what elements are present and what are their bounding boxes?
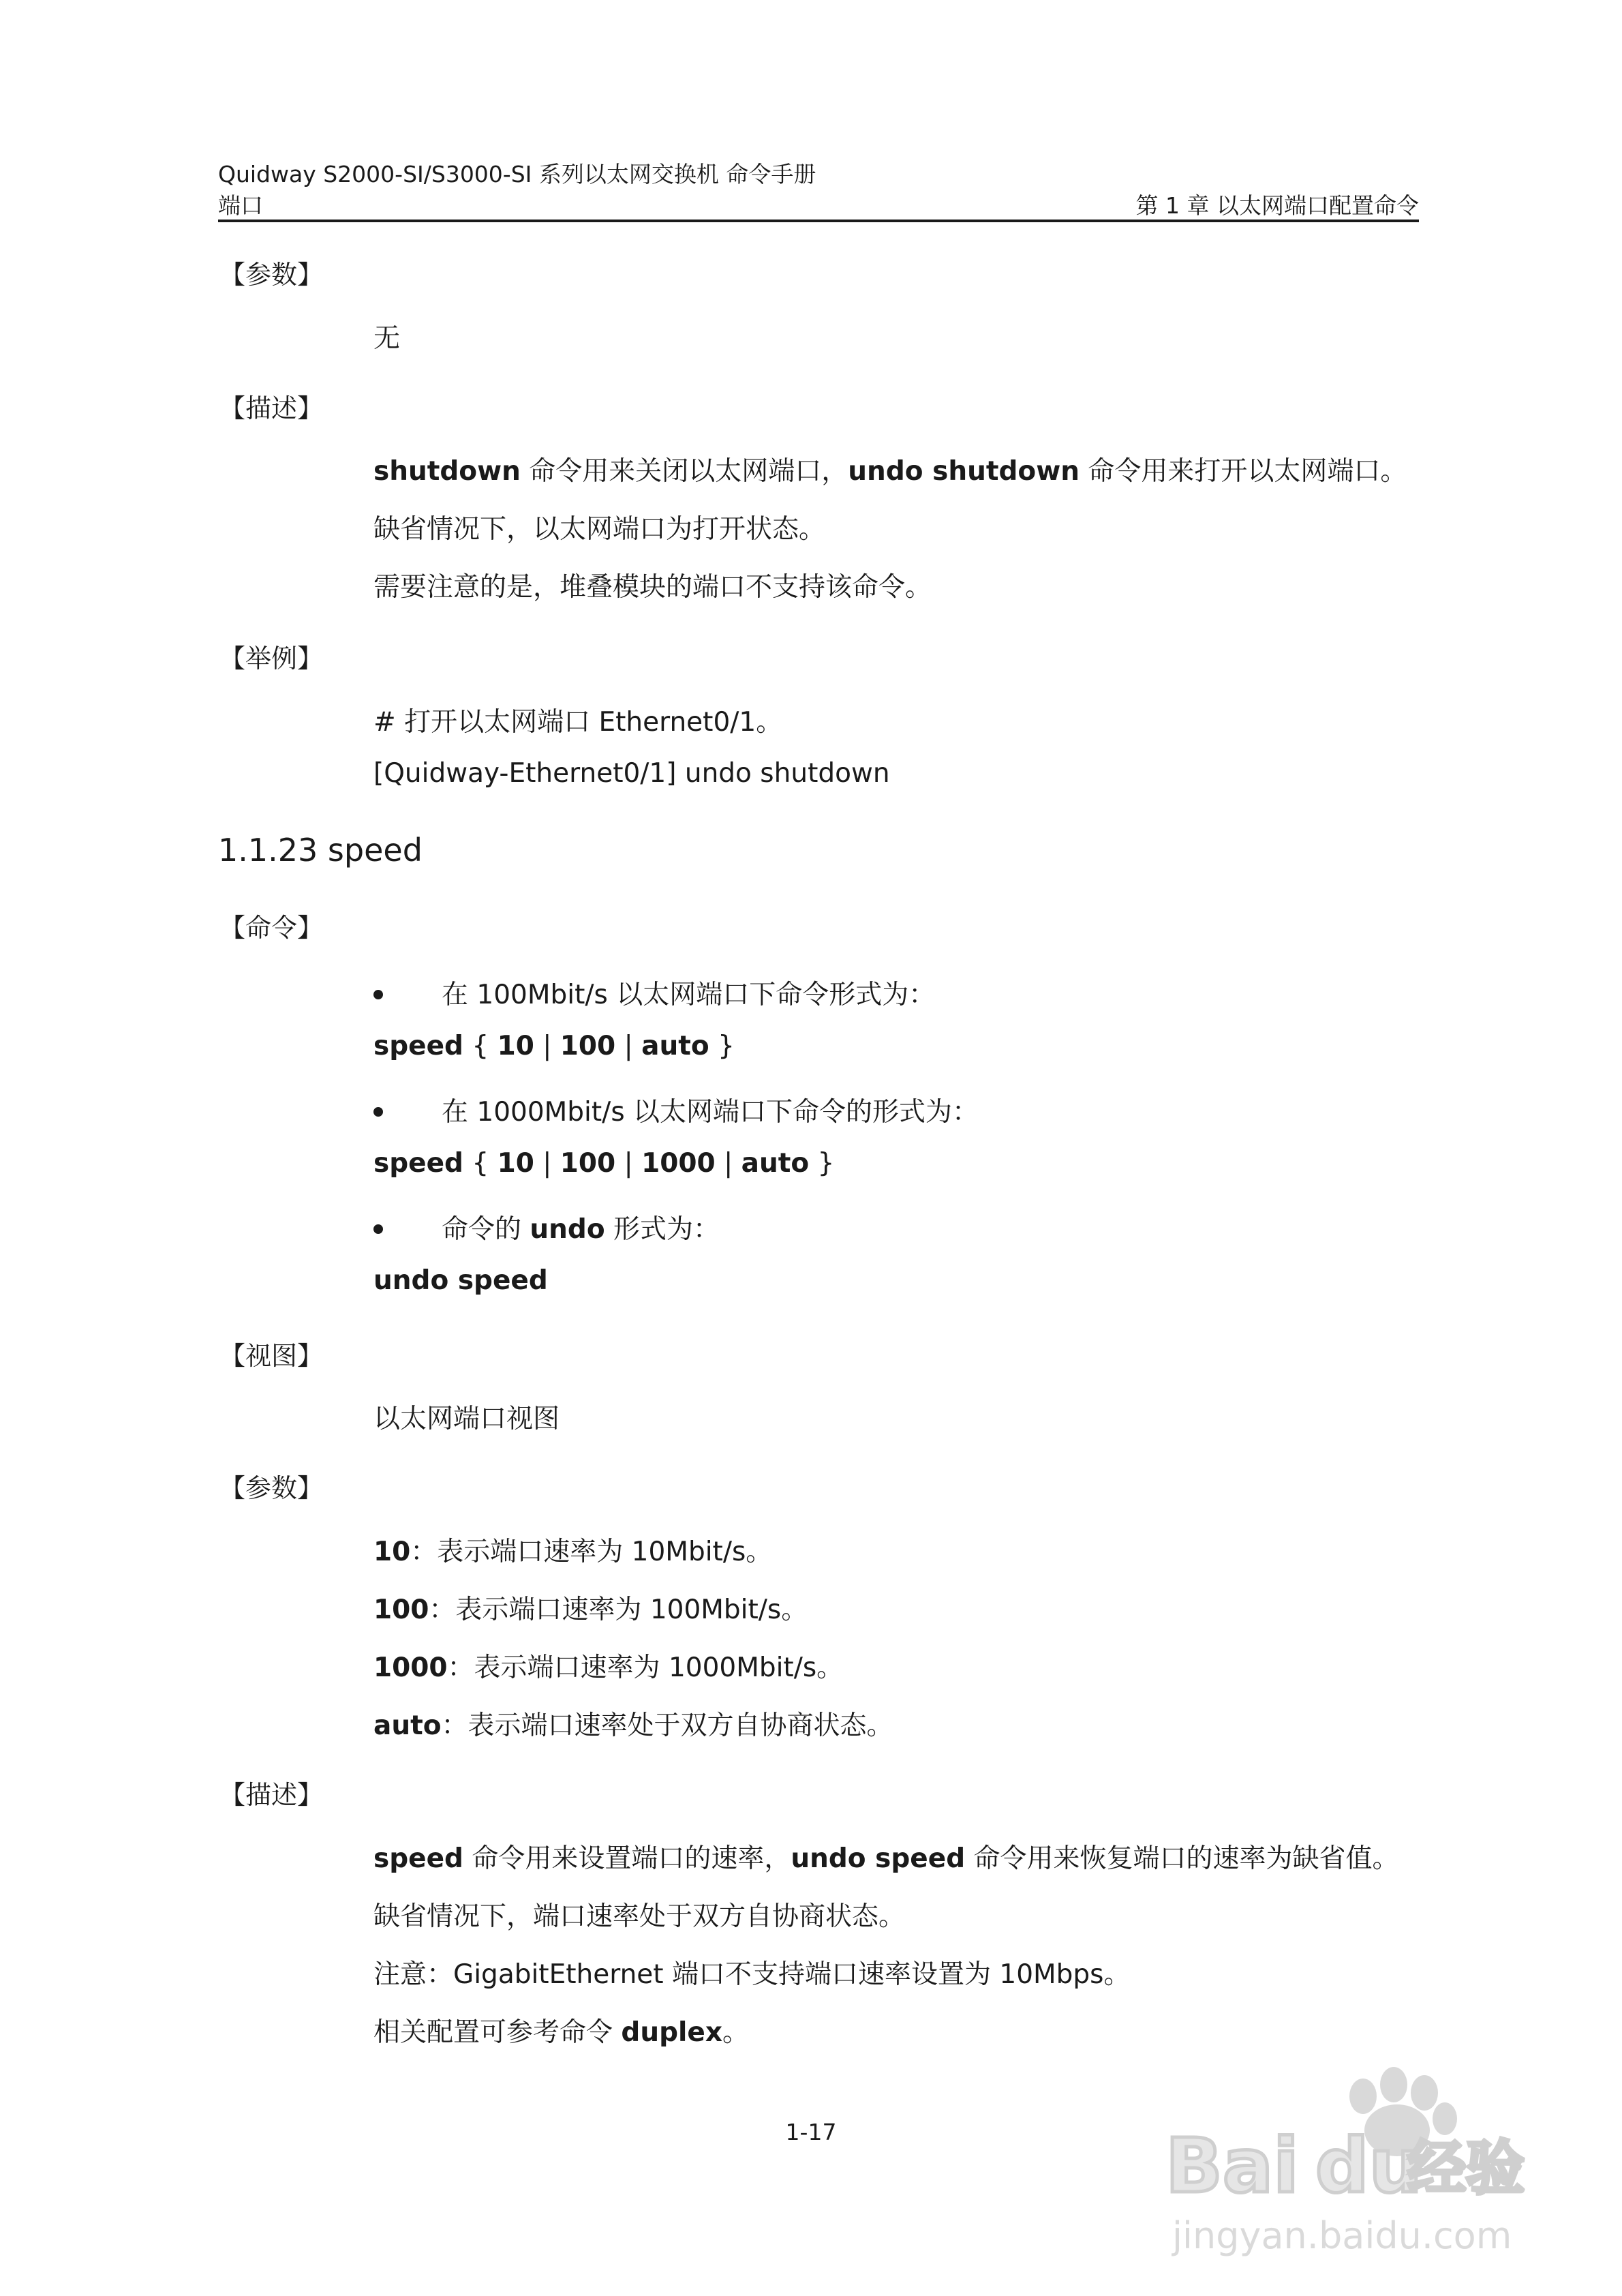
page-number: 1-17	[785, 2119, 837, 2145]
param-item: 1000：表示端口速率为 1000Mbit/s。	[373, 1652, 844, 1683]
example-command: [Quidway-Ethernet0/1] undo shutdown	[373, 758, 890, 789]
bullet-icon	[373, 1107, 383, 1117]
param-item: auto：表示端口速率处于双方自协商状态。	[373, 1710, 893, 1741]
view-text: 以太网端口视图	[373, 1404, 560, 1434]
command-syntax: speed { 10 | 100 | 1000 | auto }	[373, 1148, 835, 1179]
watermark-brand: Bai	[1165, 2122, 1299, 2209]
watermark-url: jingyan.baidu.com	[1172, 2214, 1512, 2257]
bullet-item: 命令的 undo 形式为：	[373, 1208, 720, 1246]
page-header	[218, 151, 1419, 222]
command-keyword: undo shutdown	[848, 456, 1080, 487]
param-item: 100：表示端口速率为 100Mbit/s。	[373, 1595, 808, 1625]
description-line: 注意：GigabitEthernet 端口不支持端口速率设置为 10Mbps。	[373, 1959, 1131, 1990]
bullet-item: 在 100Mbit/s 以太网端口下命令形式为：	[373, 973, 935, 1012]
manual-title: Quidway S2000-SI/S3000-SI 系列以太网交换机 命令手册	[218, 161, 816, 187]
watermark-product: 经验	[1407, 2134, 1525, 2203]
example-heading: 【举例】	[219, 644, 324, 674]
bullet-icon	[373, 1224, 383, 1234]
command-syntax: speed { 10 | 100 | auto }	[373, 1031, 735, 1061]
command-heading: 【命令】	[219, 913, 324, 943]
params-heading: 【参数】	[219, 260, 324, 290]
description-line: speed 命令用来设置端口的速率，undo speed 命令用来恢复端口的速率为缺省值。	[373, 1843, 1399, 1874]
command-keyword: shutdown	[373, 456, 521, 487]
section-title: 1.1.23 speed	[218, 832, 423, 868]
description-line: 缺省情况下，端口速率处于双方自协商状态。	[373, 1901, 906, 1932]
description-heading: 【描述】	[219, 393, 324, 423]
example-comment: # 打开以太网端口 Ethernet0/1。	[373, 707, 783, 738]
view-heading: 【视图】	[219, 1341, 324, 1371]
description-line: 需要注意的是，堆叠模块的端口不支持该命令。	[373, 572, 932, 603]
param-item: 10：表示端口速率为 10Mbit/s。	[373, 1537, 773, 1567]
bullet-item: 在 1000Mbit/s 以太网端口下命令的形式为：	[373, 1091, 979, 1129]
command-syntax: undo speed	[373, 1265, 548, 1296]
description-heading: 【描述】	[219, 1780, 324, 1810]
description-line: shutdown 命令用来关闭以太网端口，undo shutdown 命令用来打开以太网端口。	[373, 456, 1407, 487]
description-line: 缺省情况下，以太网端口为打开状态。	[373, 514, 826, 545]
params-text: 无	[373, 323, 401, 354]
description-line: 相关配置可参考命令 duplex。	[373, 2017, 749, 2048]
section-name: 端口	[218, 192, 263, 219]
watermark-brand-2: du	[1315, 2122, 1423, 2209]
bullet-icon	[373, 990, 383, 999]
baidu-jingyan-watermark	[1159, 2045, 1540, 2277]
params-heading: 【参数】	[219, 1473, 324, 1503]
chapter-title: 第 1 章 以太网端口配置命令	[1135, 192, 1419, 219]
